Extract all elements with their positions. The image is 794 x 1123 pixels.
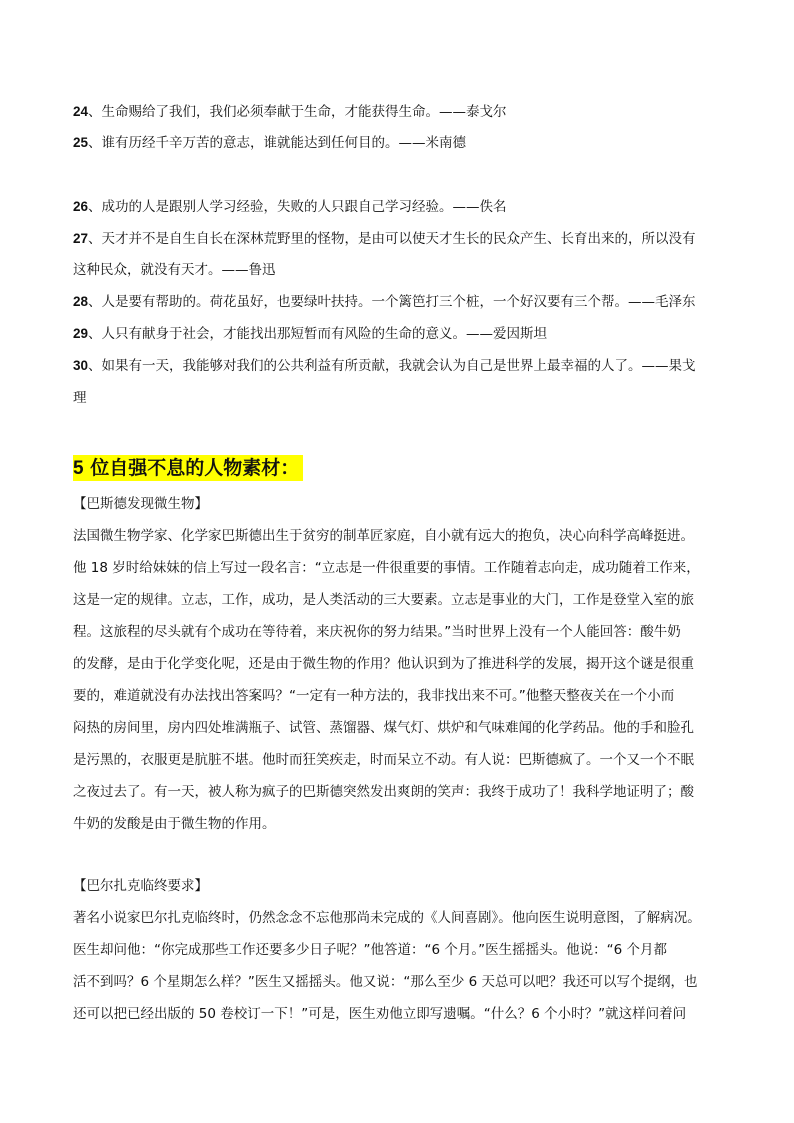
quote-24 xyxy=(73,102,733,122)
quote-number: 24 xyxy=(73,104,89,119)
story-line: 牛奶的发酸是由于微生物的作用。 xyxy=(73,816,276,832)
quote-27-continued xyxy=(73,260,733,280)
quote-number: 25 xyxy=(73,135,89,150)
quote-text: 、人只有献身于社会，才能找出那短暂而有风险的生命的意义。——爱因斯坦 xyxy=(88,326,548,342)
story-line: 程。这旅程的尽头就有个成功在等待着，来庆祝你的努力结果。”当时世界上没有一个人能回答：酸牛奶 xyxy=(73,624,681,640)
story-line: 活不到吗？6 个星期怎么样？”医生又摇摇头。他又说：“那么至少 6 天总可以吧？我还可以写个提纲，也 xyxy=(73,974,698,990)
story-line: 闷热的房间里，房内四处堆满瓶子、试管、蒸馏器、煤气灯、烘炉和气味难闻的化学药品。他的手和脸孔 xyxy=(73,720,694,736)
quote-26 xyxy=(73,197,733,217)
quote-text-continued: 理 xyxy=(73,390,87,406)
story-title-pasteur: 【巴斯德发现微生物】 xyxy=(73,496,208,512)
quote-text-continued: 这种民众，就没有天才。——鲁迅 xyxy=(73,262,276,278)
story-line: 这是一定的规律。立志，工作，成功，是人类活动的三大要素。立志是事业的大门，工作是登堂入室的旅 xyxy=(73,592,694,608)
quote-29 xyxy=(73,324,733,344)
quote-number: 30 xyxy=(73,358,89,373)
quote-text: 、生命赐给了我们，我们必须奉献于生命，才能获得生命。——泰戈尔 xyxy=(88,104,507,120)
story-title-balzac: 【巴尔扎克临终要求】 xyxy=(73,878,208,894)
story-line: 著名小说家巴尔扎克临终时，仍然念念不忘他那尚未完成的《人间喜剧》。他向医生说明意图，了解病况。 xyxy=(73,910,701,926)
story-line: 之夜过去了。有一天，被人称为疯子的巴斯德突然发出爽朗的笑声：我终于成功了！我科学地证明了；酸 xyxy=(73,784,694,800)
quote-text: 、谁有历经千辛万苦的意志，谁就能达到任何目的。——米南德 xyxy=(88,135,467,151)
story-line: 医生却问他：“你完成那些工作还要多少日子呢？”他答道：“6 个月。”医生摇摇头。他说：“6 个月都 xyxy=(73,942,667,958)
section-heading-title: 位自强不息的人物素材： xyxy=(83,457,300,479)
quote-text: 、如果有一天，我能够对我们的公共利益有所贡献，我就会认为自己是世界上最幸福的人了。——果戈 xyxy=(88,358,696,374)
story-line: 他 18 岁时给妹妹的信上写过一段名言：“立志是一件很重要的事情。工作随着志向走，成功随着工作来， xyxy=(73,560,700,576)
quote-number: 29 xyxy=(73,326,89,341)
story-line: 是污黑的，衣服更是肮脏不堪。他时而狂笑疾走，时而呆立不动。有人说：巴斯德疯了。一个又一个不眠 xyxy=(73,752,694,768)
quote-text: 、人是要有帮助的。荷花虽好，也要绿叶扶持。一个篱笆打三个桩，一个好汉要有三个帮。——毛泽东 xyxy=(88,294,696,310)
section-heading xyxy=(73,455,303,481)
quote-27 xyxy=(73,229,733,249)
quote-25 xyxy=(73,133,733,153)
quote-text: 、天才并不是自生自长在深林荒野里的怪物，是由可以使天才生长的民众产生、长育出来的，所以没有 xyxy=(88,231,696,247)
quote-number: 28 xyxy=(73,294,89,309)
story-line: 还可以把已经出版的 50 卷校订一下！”可是，医生劝他立即写遗嘱。“什么？6 个小时？”就这样问着问 xyxy=(73,1006,687,1022)
story-line: 法国微生物学家、化学家巴斯德出生于贫穷的制革匠家庭，自小就有远大的抱负，决心向科学高峰挺进。 xyxy=(73,528,694,544)
quote-text: 、成功的人是跟别人学习经验，失败的人只跟自己学习经验。——佚名 xyxy=(88,199,507,215)
quote-number: 27 xyxy=(73,231,89,246)
story-line: 要的，难道就没有办法找出答案吗？“一定有一种方法的，我非找出来不可。”他整天整夜关在一个小而 xyxy=(73,688,675,704)
story-line: 的发酵，是由于化学变化呢，还是由于微生物的作用？他认识到为了推进科学的发展，揭开这个谜是很重 xyxy=(73,656,694,672)
quote-28 xyxy=(73,292,733,312)
quote-30 xyxy=(73,356,733,376)
quote-30-continued xyxy=(73,388,733,408)
section-heading-number: 5 xyxy=(73,458,84,479)
quote-number: 26 xyxy=(73,199,89,214)
